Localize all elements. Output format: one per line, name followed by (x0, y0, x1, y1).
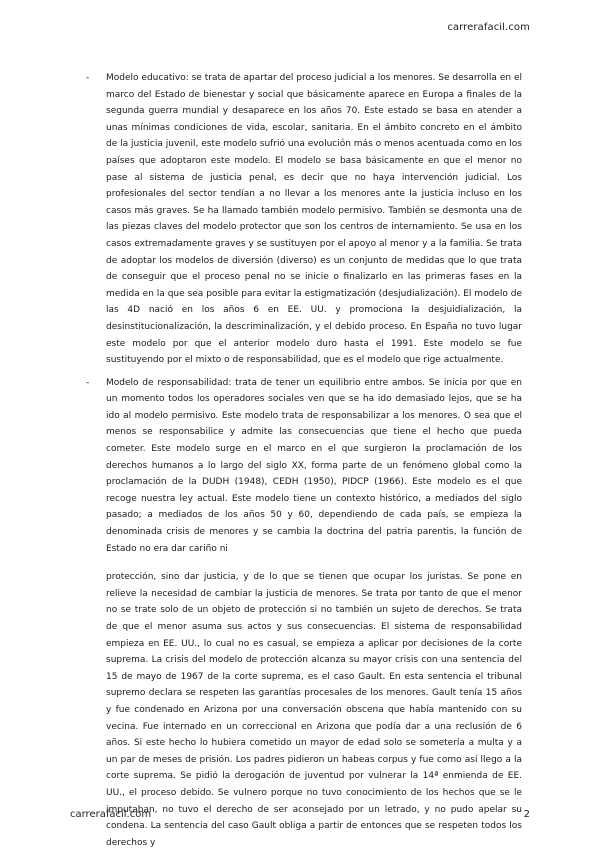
page-number: 2 (523, 809, 530, 820)
bullet-dash: - (86, 73, 90, 83)
continuation-paragraph: protección, sino dar justicia, y de lo que se tienen que ocupar los juristas. Se pone en relieve la necesidad de cambiar la justicia de menores. Se trata por tanto de que el menor no se trate solo de un objeto de protección si no también un sujeto de derechos. Se trata de que el menor asuma sus actos y sus consecuencias. El sistema de responsabilidad empieza en EE. UU., lo cual no es casual, se empieza a aplicar por decisiones de la corte suprema. La crisis del modelo de protección alcanza su mayor crisis con una sentencia del 15 de mayo de 1967 de la corte suprema, es el caso Gault. En esta sentencia el tribunal supremo declara se respeten las garantías procesales de los menores. Gault tenía 15 años y fue condenado en Arizona por una conversación obscena que había mantenido con su vecina. Fue internado en un correccional en Arizona que podía dar a una reclusión de 6 años. Si este hecho lo hubiera cometido un mayor de edad solo se sometería a multa y a un par de meses de prisión. Los padres pidieron un habeas corpus y fue como así llego a la corte suprema. Se pidió la derogación de juventud por vulnerar la 14ª enmienda de EE. UU., el proceso debido. Se vulnero porque no tuvo conocimiento de los hechos que se le imputaban, no tuvo el derecho de ser aconsejado por un letrado, y no pudo apelar su condena. La sentencia del caso Gault obliga a partir de entonces que se respeten todos los derechos y (106, 572, 522, 848)
bullet-dash: - (86, 377, 90, 388)
footer-site-name: carrerafacil.com (70, 809, 152, 820)
document-body (86, 70, 522, 851)
bullet-text: Modelo de responsabilidad: trata de tener un equilibrio entre ambos. Se inicia por que en un momento todos los operadores sociales ven que se ha ido demasiado lejos, que se ha ido al modelo permisivo. Este modelo trata de responsabilizar a los menores. O sea que el menos se responsabilice y admite las consecuencias que tiene el hecho que pueda cometer. Este modelo surge en el marco en el que surgieron la proclamación de los derechos humanos a lo largo del siglo XX, forma parte de un fenómeno global como la proclamación de la DUDH (1948), CEDH (1950), PIDCP (1966). Este modelo es el que recoge nuestra ley actual. Este modelo tiene un contexto histórico, a mediados del siglo pasado; a mediados de los años 50 y 60, dependiendo de cada país, se empieza la denominada crisis de menores y se cambia la doctrina del patria parentis, la función de Estado no era dar cariño ni (106, 377, 522, 554)
bullet-item-modelo-educativo (86, 70, 522, 369)
bullet-item-modelo-responsabilidad (86, 375, 522, 558)
header-site-name: carrerafacil.com (447, 22, 530, 33)
bullet-text: Modelo educativo: se trata de apartar del proceso judicial a los menores. Se desarrolla en el marco del Estado de bienestar y social que básicamente aparece en Europa a finales de la segunda guerra mundial y desaparece en los años 70. Este estado se basa en atender a unas mínimas condiciones de vida, escolar, sanitaria. En el ámbito concreto en el ámbito de la justicia juvenil, este modelo sufrió una evolución más o menos acentuada como en los países que adoptaron este modelo. El modelo se basa básicamente en que el menor no pase al sistema de justicia penal, es decir que no haya intervención judicial. Los profesionales del sector tendían a no llevar a los menores ante la justicia incluso en los casos más graves. Se ha llamado también modelo permisivo. También se desmonta una de las piezas claves del modelo protector que son los centros de internamiento. Se usa en los casos extremadamente graves y se sustituyen por el apoyo al menor y a la familia. Se trata de adoptar los modelos de diversión (diverso) es un conjunto de medidas que lo que trata de conseguir que el proceso penal no se inicie o finalizarlo en las primeras fases en la medida en la que sea posible para evitar la estigmatización (desjudialización). El modelo de las 4D nació en los años 6 en EE. UU. y promociona la desjuidialización, la desinstitucionalización, la descriminalización, y el debido proceso. En España no tuvo lugar este modelo por que el anterior modelo duro hasta el 1991. Este modelo se fue sustituyendo por el mixto o de responsabilidad, que es el modelo que rige actualmente. (106, 73, 522, 366)
